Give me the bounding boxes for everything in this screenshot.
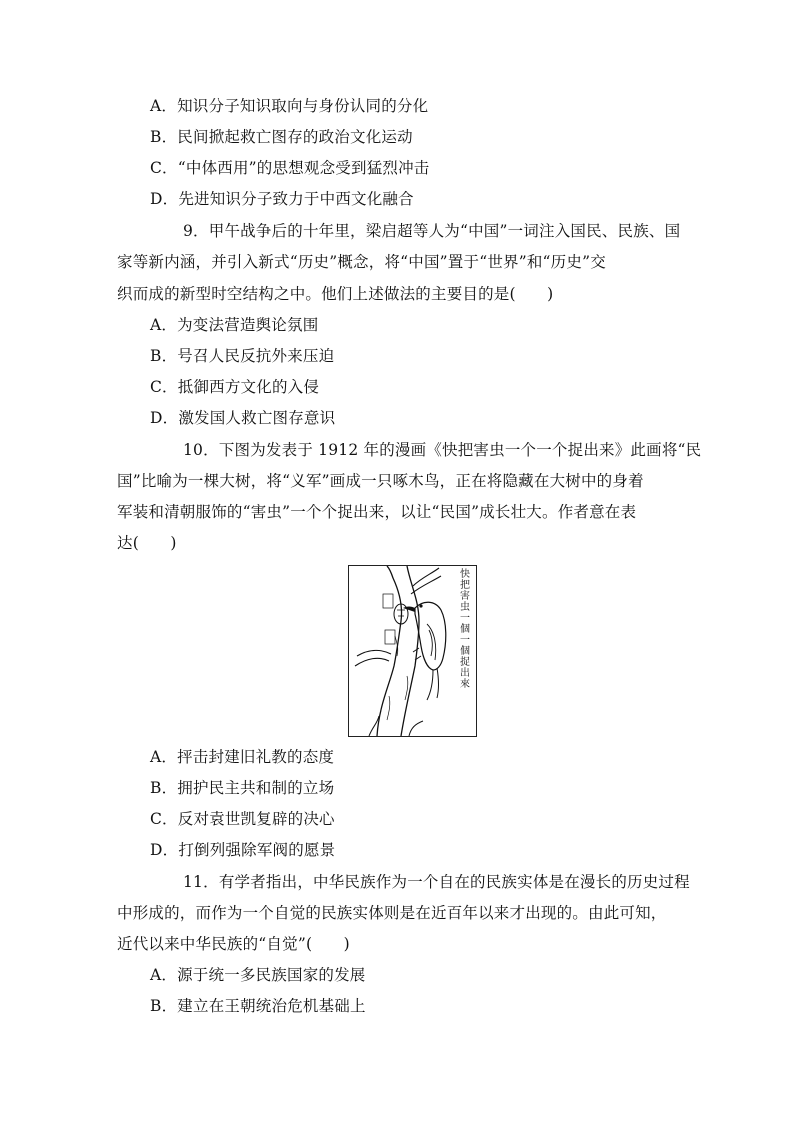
q10-stem-line-3: 军装和清朝服饰的“害虫”一个个捉出来，以让“民国”成长壮大。作者意在表 <box>117 503 637 521</box>
q9-option-d: D．激发国人救亡图存意识 <box>150 409 336 427</box>
q8-option-b: B．民间掀起救亡图存的政治文化运动 <box>150 128 413 146</box>
q9-stem-line-1: 9．甲午战争后的十年里，梁启超等人为“中国”一词注入国民、民族、国 <box>183 222 681 240</box>
q9-stem-line-2: 家等新内涵，并引入新式“历史”概念，将“中国”置于“世界”和“历史”交 <box>117 253 606 271</box>
q9-option-a: A．为变法营造舆论氛围 <box>150 316 319 334</box>
woodpecker-tree-illustration <box>349 566 476 736</box>
q10-option-a: A．抨击封建旧礼教的态度 <box>150 748 335 766</box>
q10-stem-line-4: 达( ) <box>117 534 177 552</box>
q11-option-a: A．源于统一多民族国家的发展 <box>150 966 366 984</box>
q8-option-c: C．“中体西用”的思想观念受到猛烈冲击 <box>150 159 430 177</box>
q11-stem-line-2: 中形成的，而作为一个自觉的民族实体则是在近百年以来才出现的。由此可知， <box>117 904 667 922</box>
q10-stem-line-1: 10．下图为发表于 1912 年的漫画《快把害虫一个一个捉出来》此画将“民 <box>183 441 702 459</box>
q8-option-a: A．知识分子知识取向与身份认同的分化 <box>150 97 429 115</box>
q10-option-d: D．打倒列强除军阀的愿景 <box>150 841 336 859</box>
q9-option-c: C．抵御西方文化的入侵 <box>150 378 320 396</box>
cartoon-inscription: 快把害虫一個一個捉出來 <box>460 569 470 690</box>
q10-option-b: B．拥护民主共和制的立场 <box>150 779 335 797</box>
q11-stem-line-3: 近代以来中华民族的“自觉”( ) <box>117 935 350 953</box>
q10-stem-line-2: 国”比喻为一棵大树，将“义军”画成一只啄木鸟，正在将隐藏在大树中的身着 <box>117 472 644 490</box>
q10-option-c: C．反对袁世凯复辟的决心 <box>150 810 335 828</box>
q9-option-b: B．号召人民反抗外来压迫 <box>150 347 335 365</box>
q11-stem-line-1: 11．有学者指出，中华民族作为一个自在的民族实体是在漫长的历史过程 <box>183 873 690 891</box>
cartoon-figure <box>348 565 477 737</box>
q11-option-b: B．建立在王朝统治危机基础上 <box>150 997 366 1015</box>
q8-option-d: D．先进知识分子致力于中西文化融合 <box>150 190 414 208</box>
q9-stem-line-3: 织而成的新型时空结构之中。他们上述做法的主要目的是( ) <box>117 285 554 303</box>
